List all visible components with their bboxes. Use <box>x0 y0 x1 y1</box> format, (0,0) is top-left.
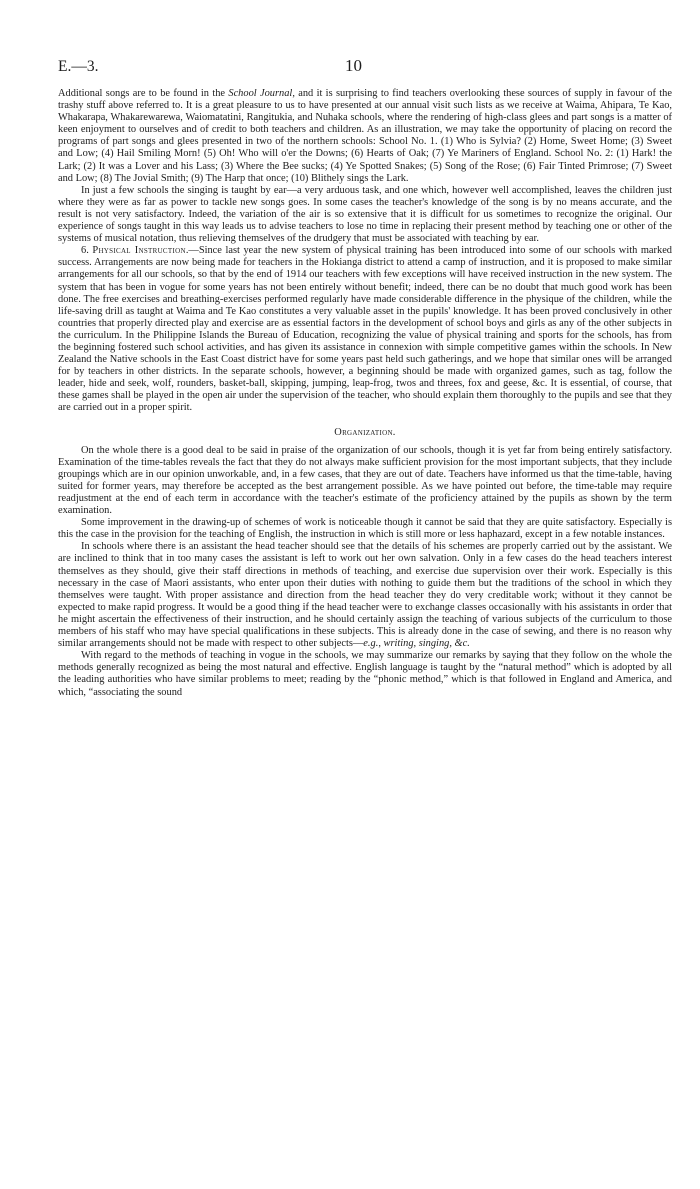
paragraph-text: With regard to the methods of teaching in vogue in the schools, we may summarize our remarks by saying that they follow on the whole the methods generally recognized as being the most natural and effective. English language is taught by the “natural method” which is adopted by all the leading authorities who have similar problems to meet; reading by the “phonic method,” which is that followed in England and America, and which, “associating the sound <box>58 650 672 698</box>
paragraph-text: , <box>378 638 384 650</box>
paragraph <box>58 541 672 650</box>
report-reference: E.—3. <box>58 58 99 75</box>
page-number: 10 <box>345 56 362 75</box>
document-page <box>58 58 672 699</box>
paragraph <box>58 445 672 518</box>
section-heading-text: Organization. <box>334 426 396 438</box>
paragraph <box>58 245 672 414</box>
paragraph <box>58 185 672 245</box>
paragraph-heading: Physical Instruction <box>92 245 186 257</box>
paragraph-text: In schools where there is an assistant the head teacher should see that the details of his schemes are properly carried out by the assistant. We are inclined to think that in too many cases the assistant is left to work out her own salvation. Only in a few cases do the head teachers interest themselves as they should, give their staff directions in methods of teaching, and exercise due supervision over their work. Especially is this necessary in the case of Maori assistants, who enter upon their duties with nothing to guide them but the traditions of the school in which they themselves were taught. With proper assistance and direction from the head teacher they do very creditable work; without it they cannot be expected to make rapid progress. It would be a good thing if the head teacher were to exchange classes occasionally with his assistants in order that he might ascertain the effectiveness of their instruction, and he should certainly assign the teaching of various subjects of the curriculum to those members of his staff who may have special qualifications in these subjects. This is already done in the case of sewing, and there is no reason why similar arrangements should not be made with respect to other subjects— <box>58 541 672 650</box>
paragraph <box>58 517 672 541</box>
italic-text: e.g. <box>363 638 379 650</box>
section-heading <box>58 427 672 439</box>
paragraphs-before-heading <box>58 88 672 415</box>
paragraph-text: On the whole there is a good deal to be said in praise of the organization of our schools, though it is yet far from being entirely satisfactory. Examination of the time-tables reveals the fact that they do not always make sufficient provision for the most important subjects, that they include groupings which are in our opinion unworkable, and, in a few cases, that they are out of date. Teachers have informed us that the time-table, having suited for former years, may therefore be accepted as the best arrangement possible. As we have pointed out before, the time-table may require readjustment at the end of each term in accordance with the teacher's estimate of the proficiency attained by the pupils as shown by the term examination. <box>58 444 672 517</box>
body-text <box>58 88 672 699</box>
paragraph-text: Additional songs are to be found in the <box>58 88 229 99</box>
paragraph-text: 6. <box>81 245 93 257</box>
paragraph-text: Some improvement in the drawing-up of schemes of work is noticeable though it cannot be said that they are quite satisfactory. Especially is this the case in the provision for the teaching of English, the instruction in which is still more or less haphazard, except in a few notable instances. <box>58 517 672 541</box>
page-header <box>58 58 672 88</box>
paragraph-text: .—Since last year the new system of physical training has been introduced into some of our schools with marked success. Arrangements are now being made for teachers in the Hokianga district to attend a camp of instruction, and it is proposed to make similar arrangements for all our schools, so that by the end of 1914 our teachers with few exceptions will have received instruction in the new system. The system that has been in vogue for some years has not been entirely without benefit; indeed, there can be no doubt that much good work has been done. The free exercises and breathing-exercises performed regularly have made considerable difference in the physique of the children, while the life-saving drill as taught at Waima and Te Kao constitutes a very valuable asset in the pupils' knowledge. It has been proved conclusively in other countries that properly directed play and exercise are as essential factors in the development of school boys and girls as any of the other subjects in the curriculum. In the Philippine Islands the Bureau of Education, recognizing the value of physical training and sports for the schools, has from the beginning fostered such school activities, and has given its assistance in connexion with simple competitive games within the schools. In New Zealand the Native schools in the East Coast district have for some years past held such gatherings, and we hope that similar ones will be arranged for by teachers in other districts. In the separate schools, however, a beginning should be made with organized games, such as tag, follow the leader, hide and seek, wolf, rounders, basket-ball, skipping, jumping, leap-frog, twos and threes, fox and geese, &c. It is essential, of course, that these games shall be played in the open air under the supervision of the teacher, who should explain them thoroughly to the pupils and see that they are carried out in a proper spirit. <box>58 245 672 414</box>
paragraph-text: In just a few schools the singing is taught by ear—a very arduous task, and one which, however well accomplished, leaves the children just where they were as far as power to tackle new songs goes. In some cases the teacher's knowledge of the song is by no means accurate, and the result is not very satisfactory. Indeed, the variation of the air is so extensive that it is difficult for us sometimes to recognize the original. Our experience of songs taught in this way leads us to advise teachers to lose no time in replacing their present method by teaching one or other of the systems of musical notation, thus relieving themselves of the drudgery that must be associated with teaching by ear. <box>58 184 672 245</box>
italic-text: School Journal <box>228 88 293 99</box>
paragraph <box>58 88 672 185</box>
italic-text: writing, singing, &c. <box>383 638 470 650</box>
paragraph <box>58 650 672 698</box>
paragraphs-after-heading <box>58 445 672 699</box>
paragraph-text: , and it is surprising to find teachers overlooking these sources of supply in favour of the trashy stuff above referred to. It is a great pleasure to us to have presented at our annual visit such lists as we receive at Waima, Ahipara, Te Kao, Whakarapa, Whakarewarewa, Waiomatatini, Rangitukia, and Nuhaka schools, where the rendering of high-class glees and part songs is a matter of keen enjoyment to ourselves and of credit to both teachers and children. As an illustration, we may take the opportunity of placing on record the programs of part songs and glees presented in two of the northern schools: School No. 1. (1) Who is Sylvia? (2) Home, Sweet Home; (3) Sweet and Low; (4) Hail Smiling Morn! (5) Oh! Who will o'er the Downs; (6) Hearts of Oak; (7) Ye Mariners of England. School No. 2: (1) Hark! the Lark; (2) It was a Lover and his Lass; (3) Where the Bee sucks; (4) Ye Spotted Snakes; (5) Song of the Rose; (6) Fair Tinted Primrose; (7) Sweet and Low; (8) The Jovial Smith; (9) The Harp that once; (10) Blithely sings the Lark. <box>58 88 672 184</box>
